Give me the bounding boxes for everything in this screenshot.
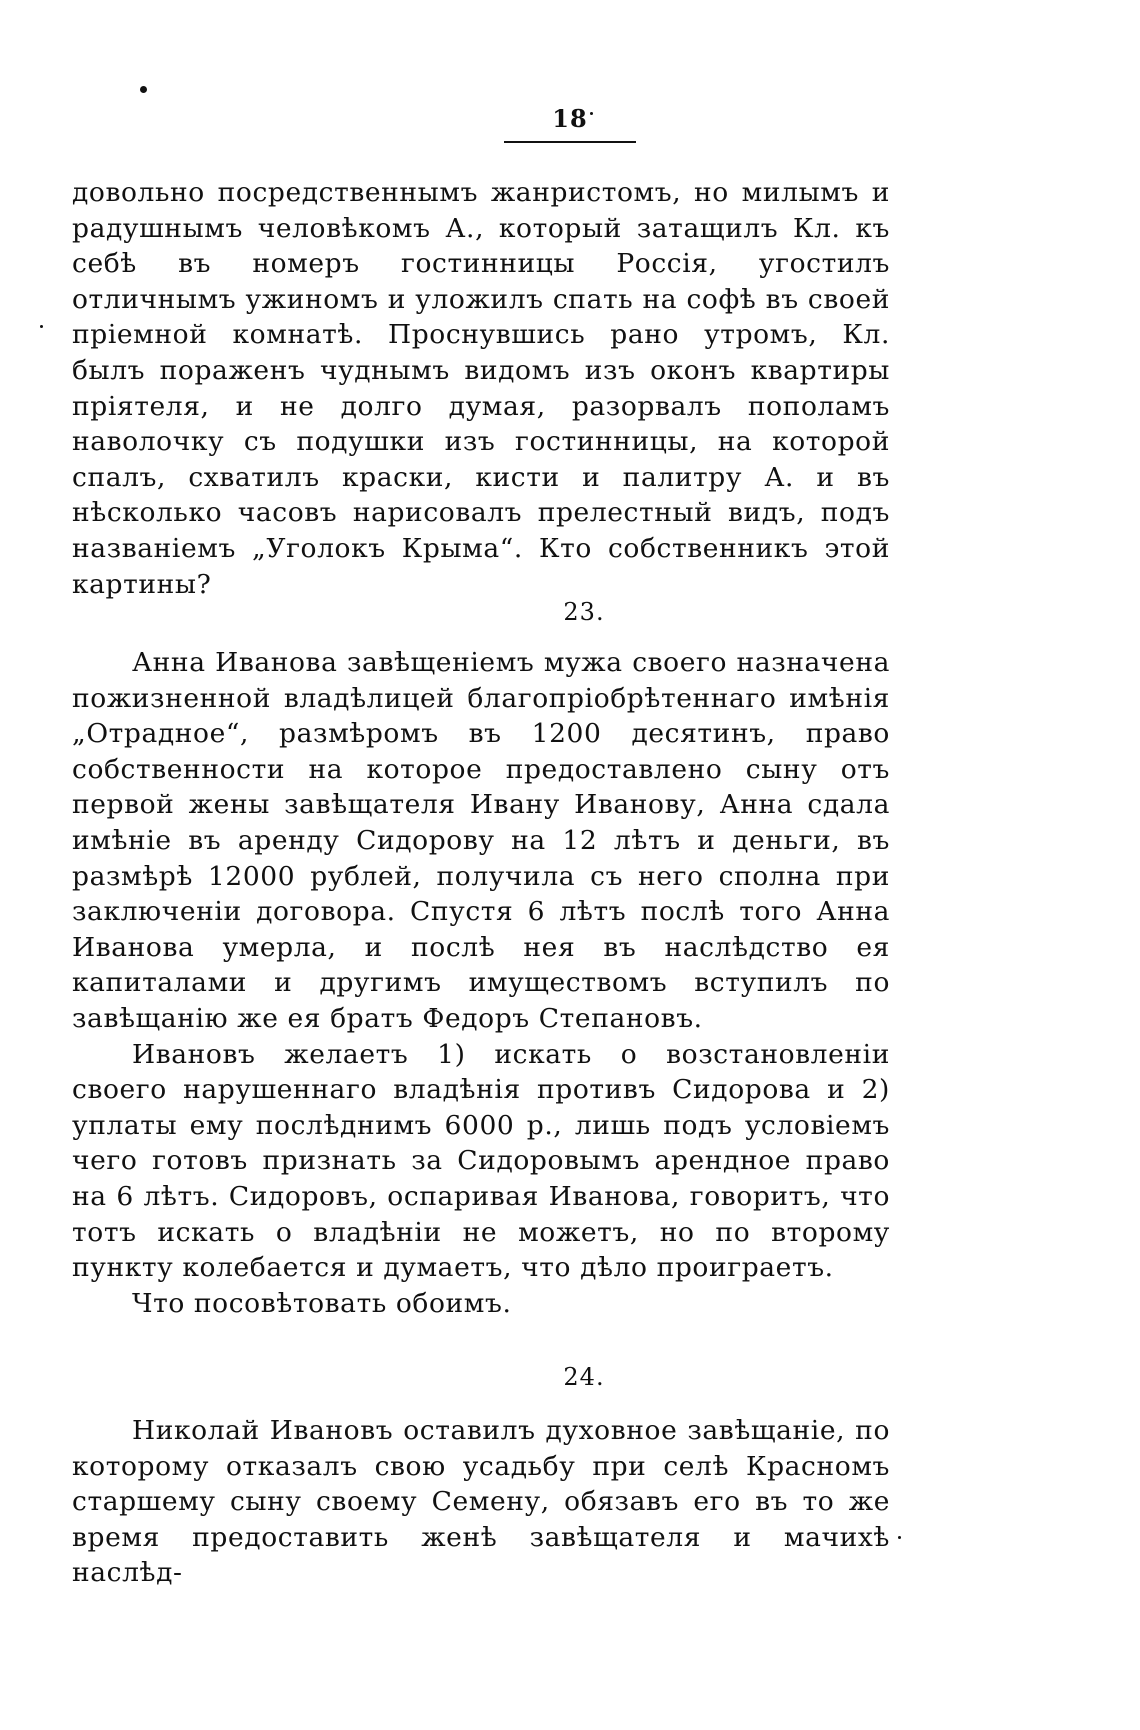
section-paragraph: Анна Иванова завѣщеніемъ мужа своего назначена пожизненной владѣлицей благопріобрѣтеннаго имѣнія „Отрадное“, размѣромъ въ 1200 десятинъ, право собственности на которое предоставлено сыну отъ первой жены завѣщателя Ивану Иванову, Анна сдала имѣніе въ аренду Сидорову на 12 лѣтъ и деньги, въ размѣрѣ 12000 рублей, получила съ него сполна при заключеніи договора. Спустя 6 лѣтъ послѣ того Анна Иванова умерла, и послѣ нея въ наслѣдство ея капиталами и другимъ имуществомъ вступилъ по завѣщанію же ея братъ Федоръ Степановъ. [72, 647, 890, 1034]
ink-speck [140, 86, 147, 93]
page-header [0, 104, 1140, 143]
section-23-body [72, 645, 890, 1321]
section-paragraph: Что посовѣтовать обоимъ. [132, 1287, 512, 1319]
continuation-paragraph: довольно посредственнымъ жанристомъ, но милымъ и радушнымъ человѣкомъ А., который затащилъ Кл. къ себѣ въ номеръ гостинницы Россія, угостилъ отличнымъ ужиномъ и уложилъ спать на софѣ въ своей пріемной комнатѣ. Проснувшись рано утромъ, Кл. былъ пораженъ чуднымъ видомъ изъ оконъ квартиры пріятеля, и не долго думая, разорвалъ пополамъ наволочку съ подушки изъ гостинницы, на которой спалъ, схватилъ краски, кисти и палитру А. и въ нѣсколько часовъ нарисовалъ прелестный видъ, подъ названіемъ „Уголокъ Крыма“. Кто собственникъ этой картины? [72, 177, 890, 600]
section-paragraph: Ивановъ желаетъ 1) искать о возстановленіи своего нарушеннаго владѣнія противъ Сидорова и 2) уплаты ему послѣднимъ 6000 р., лишь подъ условіемъ чего готовъ признать за Сидоровымъ арендное право на 6 лѣтъ. Сидоровъ, оспаривая Иванова, говоритъ, что тотъ искать о владѣніи не можетъ, но по второму пункту колебается и думаетъ, что дѣло проиграетъ. [72, 1038, 890, 1284]
page-number: 18 [504, 104, 635, 143]
section-paragraph: Николай Ивановъ оставилъ духовное завѣщаніе, по которому отказалъ свою усадьбу при селѣ Красномъ старшему сыну своему Семену, обязавъ его въ то же время предоставить женѣ завѣщателя и мачихѣ наслѣд- [72, 1415, 890, 1589]
section-heading-24 [0, 1363, 1140, 1391]
ink-speck [40, 325, 43, 328]
section-number: 24. [563, 1363, 605, 1391]
ink-speck [898, 1536, 901, 1539]
section-heading-23 [0, 598, 1140, 626]
continuation-text [72, 175, 890, 602]
section-number: 23. [563, 598, 605, 626]
section-24-body [72, 1413, 890, 1591]
